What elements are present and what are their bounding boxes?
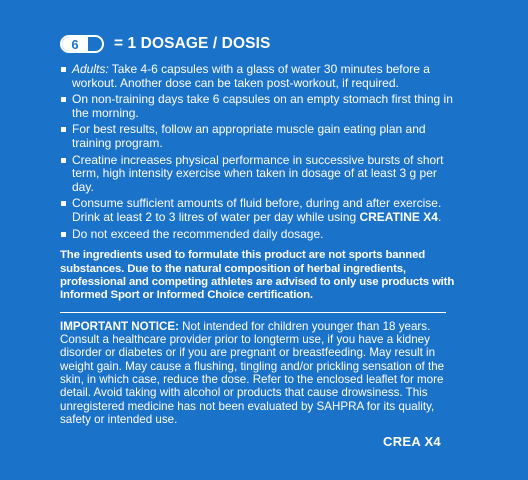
list-item	[60, 228, 460, 242]
important-notice	[60, 320, 460, 426]
list-item	[60, 123, 460, 150]
item-text: For best results, follow an appropriate muscle gain eating plan and training program.	[72, 122, 426, 150]
capsule-icon	[60, 35, 104, 53]
dosage-header	[60, 32, 460, 56]
directions-list	[60, 63, 460, 241]
important-notice-text: Not intended for children younger than 18 years. Consult a healthcare provider prior to longterm use, if you have a kidney disorder or diabetes or if you are pregnant or breastfeeding. May result in weight gain. May cause a flushing, tingling and/or prickling sensation of the skin, in which case, reduce the dose. Refer to the enclosed leaflet for more detail. Avoid taking with alcohol or products that cause drowsiness. This unregistered medicine has not been evaluated by SAHPRA for its quality, safety or intended use.	[60, 319, 445, 426]
item-label: Adults:	[72, 62, 109, 76]
dosage-title: = 1 DOSAGE / DOSIS	[114, 35, 271, 52]
item-text: Take 4-6 capsules with a glass of water 30 minutes before a workout. Another dose can be taken post-workout, if required.	[72, 62, 430, 90]
item-text: Do not exceed the recommended daily dosage.	[72, 226, 324, 241]
item-text-end: .	[437, 209, 442, 224]
bullet-square-icon	[61, 127, 66, 132]
bullet-square-icon	[61, 67, 66, 72]
important-notice-label: IMPORTANT NOTICE:	[60, 319, 179, 333]
list-item	[60, 63, 460, 90]
list-item	[60, 197, 460, 224]
item-text: Creatine increases physical performance in successive bursts of short term, high intensity exercise when taken in dosage of at least 3 g per day.	[72, 152, 444, 194]
bullet-square-icon	[61, 97, 66, 102]
list-item	[60, 154, 460, 195]
dosage-panel	[60, 32, 460, 426]
item-text: Consume sufficient amounts of fluid before, during and after exercise. Drink at least 2 to 3 litres of water per day while using	[72, 196, 442, 224]
brand-footer: CREA X4	[383, 434, 441, 449]
sports-notice: The ingredients used to formulate this product are not sports banned substances. Due to the natural composition of herbal ingredients, professional and competing athletes are advised to only use products with Informed Sport or Informed Choice certification.	[60, 249, 455, 302]
list-item	[60, 93, 460, 120]
bullet-square-icon	[61, 201, 66, 206]
product-name: CREATINE X4	[359, 209, 438, 224]
divider	[60, 312, 446, 313]
item-text: On non-training days take 6 capsules on an empty stomach first thing in the morning.	[72, 92, 453, 120]
capsule-count: 6	[62, 37, 88, 51]
bullet-square-icon	[61, 232, 66, 237]
bullet-square-icon	[61, 158, 66, 163]
